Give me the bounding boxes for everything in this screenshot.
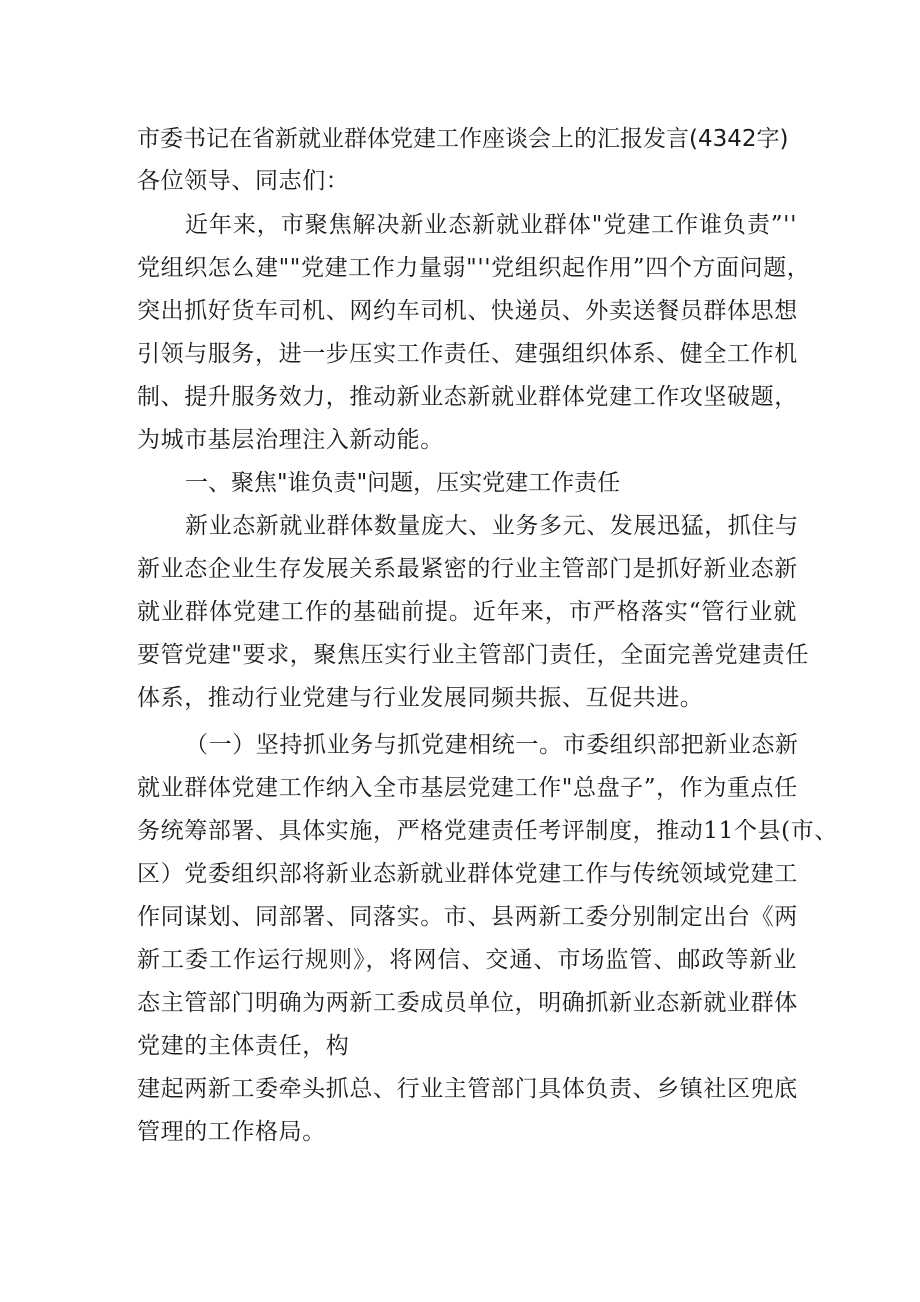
document-title: 市委书记在省新就业群体党建工作座谈会上的汇报发言(4342字) xyxy=(137,126,789,152)
subsection-line: 就业群体党建工作纳入全市基层党建工作"总盘子”，作为重点任 xyxy=(137,775,798,801)
section-paragraph-line: 就业群体党建工作的基础前提。近年来，市严格落实“管行业就 xyxy=(137,599,797,625)
section-heading: 一、聚焦"谁负责"问题，压实党建工作责任 xyxy=(185,470,621,496)
intro-line: 引领与服务，进一步压实工作责任、建强组织体系、健全工作机 xyxy=(137,341,798,367)
intro-line: 党组织怎么建""党建工作力量弱"''党组织起作用”四个方面问题， xyxy=(137,255,811,281)
subsection-line: 建起两新工委牵头抓总、行业主管部门具体负责、乡镇社区兜底 xyxy=(137,1076,798,1102)
intro-line: 为城市基层治理注入新动能。 xyxy=(137,427,444,453)
intro-line: 制、提升服务效力，推动新业态新就业群体党建工作攻坚破题， xyxy=(137,384,798,410)
intro-line: 突出抓好货车司机、网约车司机、快递员、外卖送餐员群体思想 xyxy=(137,298,798,324)
subsection-line: 作同谋划、同部署、同落实。市、县两新工委分别制定出台《两 xyxy=(137,904,798,930)
subsection-line: 区）党委组织部将新业态新就业群体党建工作与传统领域党建工 xyxy=(137,861,798,887)
subsection-line: 态主管部门明确为两新工委成员单位，明确抓新业态新就业群体 xyxy=(137,990,798,1016)
intro-line: 近年来，市聚焦解决新业态新就业群体"党建工作谁负责”'' xyxy=(185,212,797,238)
subsection-line: 新工委工作运行规则》，将网信、交通、市场监管、邮政等新业 xyxy=(137,947,797,973)
salutation: 各位领导、同志们： xyxy=(137,168,350,194)
section-paragraph-line: 要管党建"要求，聚焦压实行业主管部门责任，全面完善党建责任 xyxy=(137,642,809,668)
section-paragraph-line: 体系，推动行业党建与行业发展同频共振、互促共进。 xyxy=(137,685,704,711)
section-paragraph-line: 新业态企业生存发展关系最紧密的行业主管部门是抓好新业态新 xyxy=(137,556,798,582)
subsection-line: 党建的主体责任，构 xyxy=(137,1033,350,1059)
subsection-line: 务统筹部署、具体实施，严格党建责任考评制度，推动11个县(市、 xyxy=(137,818,838,844)
subsection-line: （一）坚持抓业务与抓党建相统一。市委组织部把新业态新 xyxy=(185,732,799,758)
section-paragraph-line: 新业态新就业群体数量庞大、业务多元、发展迅猛，抓住与 xyxy=(185,513,799,539)
subsection-line: 管理的工作格局。 xyxy=(137,1119,326,1145)
